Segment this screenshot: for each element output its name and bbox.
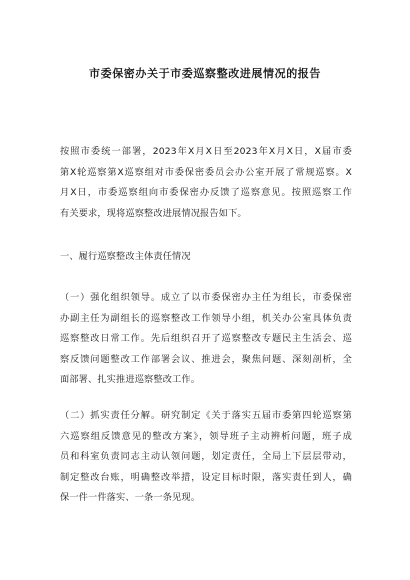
intro-line: 按照市委统一部署，2023年X月X日至2023年X月X日，X届市委 xyxy=(60,146,352,157)
paragraph-line: 巡察整改日常工作。先后组织召开了巡察整改专题民主生活会、巡 xyxy=(60,333,352,344)
paragraph-line: （一）强化组织领导。成立了以市委保密办主任为组长，市委保密 xyxy=(60,292,352,303)
paragraph-line: 员和科室负责同志主动认领问题，划定责任，全局上下层层带动， xyxy=(60,451,352,462)
paragraph-line: 保一件一件落实、一条一条见现。 xyxy=(60,492,201,503)
section-heading: 一、履行巡察整改主体责任情况 xyxy=(60,251,191,262)
intro-line: 第X轮巡察第X巡察组对市委保密委员会办公室开展了常规巡察。X xyxy=(60,166,352,178)
intro-line: 月X日，市委巡察组向市委保密办反馈了巡察意见。按照巡察工作 xyxy=(60,187,352,198)
paragraph-line: 面部署、扎实推进巡察整改工作。 xyxy=(60,374,201,385)
paragraph-line: 六巡察组反馈意见的整改方案》，领导班子主动辨析问题，班子成 xyxy=(60,430,352,442)
intro-paragraph xyxy=(60,142,352,224)
paragraph-responsibility xyxy=(60,406,352,509)
paragraph-organization xyxy=(60,288,352,391)
paragraph-line: 制定整改台账，明确整改举措，设定目标时限，落实责任到人，确 xyxy=(60,471,352,483)
intro-line: 有关要求，现将巡察整改进展情况报告如下。 xyxy=(60,207,247,219)
paragraph-line: 办副主任为副组长的巡察整改工作领导小组，机关办公室具体负责 xyxy=(60,312,352,324)
paragraph-line: 察反馈问题整改工作部署会议、推进会，聚焦问题、深刻剖析，全 xyxy=(60,353,352,365)
paragraph-line: （二）抓实责任分解。研究制定《关于落实五届市委第四轮巡察第 xyxy=(60,410,352,421)
document-title: 市委保密办关于市委巡察整改进展情况的报告 xyxy=(89,67,321,80)
